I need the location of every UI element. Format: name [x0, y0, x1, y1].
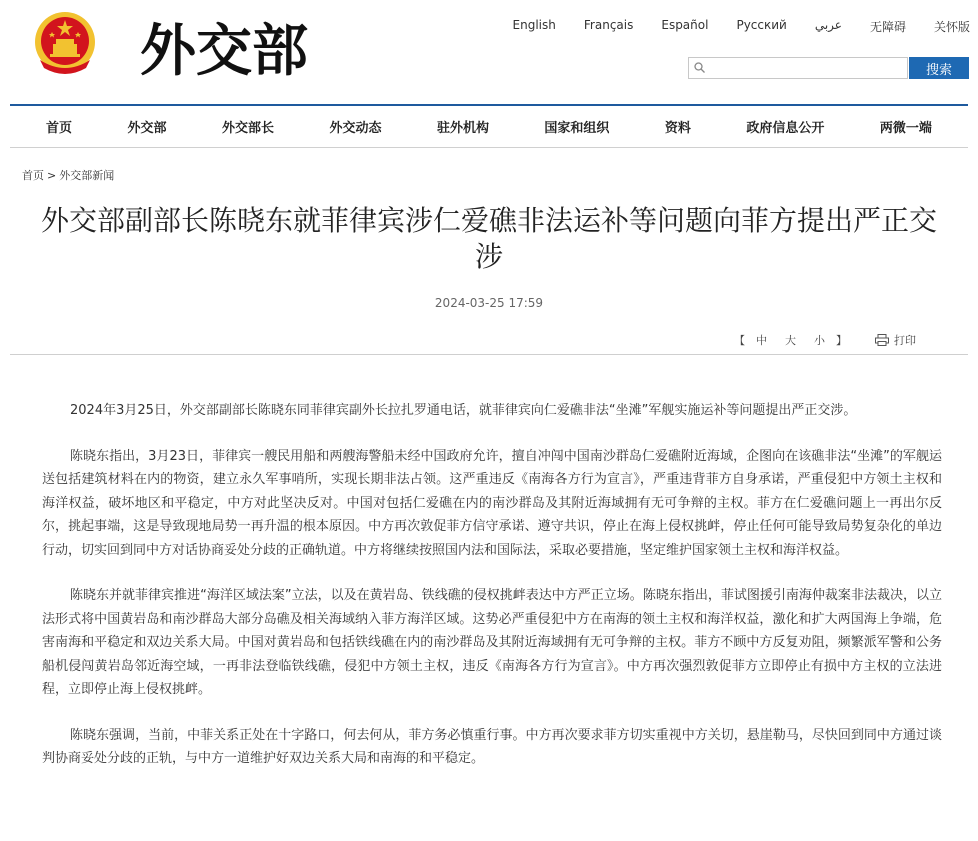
- print-label: 打印: [894, 334, 916, 347]
- article-toolbar: [732, 332, 916, 348]
- nav-item-social[interactable]: 两微一端: [879, 121, 932, 136]
- article-date: 2024-03-25 17:59: [434, 296, 544, 310]
- lang-link-russian[interactable]: Русский: [736, 18, 787, 32]
- font-controls-open: 【: [734, 334, 745, 347]
- care-mode-link[interactable]: 关怀版: [933, 20, 970, 34]
- font-controls-close: 】: [836, 334, 847, 347]
- breadcrumb: [22, 167, 114, 183]
- breadcrumb-home[interactable]: 首页: [22, 169, 44, 182]
- breadcrumb-separator: >: [47, 169, 57, 182]
- article-body: [42, 399, 942, 793]
- printer-icon: [875, 334, 889, 346]
- nav-item-minister[interactable]: 外交部长: [221, 121, 274, 136]
- font-size-large-button[interactable]: 中: [756, 334, 767, 347]
- header-divider: [10, 354, 968, 355]
- lang-link-english[interactable]: English: [512, 18, 556, 32]
- nav-item-gov-info[interactable]: 政府信息公开: [746, 121, 825, 136]
- ministry-logo-calligraphy[interactable]: [140, 8, 320, 90]
- article-paragraph-2: 陈晓东指出，3月23日，菲律宾一艘民用船和两艘海警船未经中国政府允许，擅自冲闯中国南沙群岛仁爱礁附近海域，企图向在该礁非法“坐滩”的军舰运送包括建筑材料在内的物资，建立永久军事哨所，实现长期非法占领。这严重违反《南海各方行为宣言》，严重违背菲方自身承诺，严重侵犯中方领土主权和海洋权益，破坏地区和平稳定，中方对此坚决反对。中国对包括仁爱礁在内的南沙群岛及其附近海域拥有无可争辩的主权。菲方在仁爱礁问题上一再出尔反尔，挑起事端，这是导致现地局势一再升温的根本原因。中方再次敦促菲方信守承诺、遵守共识，停止在海上侵权挑衅，停止任何可能导致局势复杂化的单边行动，切实回到同中方对话协商妥处分歧的正确轨道。中方将继续按照国内法和国际法，采取必要措施，坚定维护国家领土主权和海洋权益。: [42, 448, 942, 558]
- language-links: [485, 18, 970, 35]
- nav-item-missions[interactable]: 驻外机构: [436, 121, 489, 136]
- lang-link-spanish[interactable]: Español: [661, 18, 709, 32]
- article-title: 外交部副部长陈晓东就菲律宾涉仁爱礁非法运补等问题向菲方提出严正交涉: [40, 204, 937, 273]
- search-box: [688, 57, 908, 79]
- main-nav: [10, 104, 968, 148]
- breadcrumb-current[interactable]: 外交部新闻: [59, 169, 115, 182]
- font-size-medium-button[interactable]: 大: [785, 334, 796, 347]
- search-icon: [694, 62, 705, 73]
- article-paragraph-1: 2024年3月25日，外交部副部长陈晓东同菲律宾副外长拉扎罗通电话，就菲律宾向仁爱礁非法“坐滩”军舰实施运补等问题提出严正交涉。: [70, 403, 857, 418]
- article-paragraph-4: 陈晓东强调，当前，中菲关系正处在十字路口，何去何从，菲方务必慎重行事。中方再次要求菲方切实重视中方关切，悬崖勒马，尽快回到同中方通过谈判协商妥处分歧的正轨，与中方一道维护好双边关系大局和南海的和平稳定。: [42, 727, 942, 766]
- lang-link-french[interactable]: Français: [583, 18, 634, 32]
- site-header: [0, 0, 978, 104]
- nav-item-news[interactable]: 外交动态: [329, 121, 382, 136]
- nav-item-countries[interactable]: 国家和组织: [544, 121, 610, 136]
- search-input[interactable]: [709, 59, 903, 79]
- article-paragraph-3: 陈晓东并就菲律宾推进“海洋区域法案”立法，以及在黄岩岛、铁线礁的侵权挑衅表达中方严正立场。陈晓东指出，菲试图援引南海仲裁案非法裁决，以立法形式将中国黄岩岛和南沙群岛大部分岛礁及相关海域纳入菲方海洋区域。这势必严重侵犯中方在南海的领土主权和海洋权益，激化和扩大两国海上争端，危害南海和平稳定和双边关系大局。中国对黄岩岛和包括铁线礁在内的南沙群岛及其附近海域拥有无可争辩的主权。菲方不顾中方反复劝阻，频繁派军警和公务船机侵闯黄岩岛邻近海空域，一再非法登临铁线礁，侵犯中方领土主权，违反《南海各方行为宣言》。中方再次强烈敦促菲方立即停止有损中方主权的立法进程，立即停止海上侵权挑衅。: [42, 588, 942, 697]
- search-button[interactable]: 搜索: [909, 57, 969, 79]
- print-button[interactable]: [875, 332, 916, 348]
- nav-item-resources[interactable]: 资料: [664, 121, 691, 136]
- nav-item-ministry[interactable]: 外交部: [127, 121, 167, 136]
- lang-link-arabic[interactable]: عربي: [814, 18, 842, 32]
- national-emblem-icon[interactable]: [34, 10, 96, 76]
- font-size-small-button[interactable]: 小: [814, 334, 825, 347]
- nav-item-home[interactable]: 首页: [46, 121, 73, 136]
- logo-text: 外交部: [140, 18, 308, 84]
- accessibility-link[interactable]: 无障碍: [869, 20, 906, 34]
